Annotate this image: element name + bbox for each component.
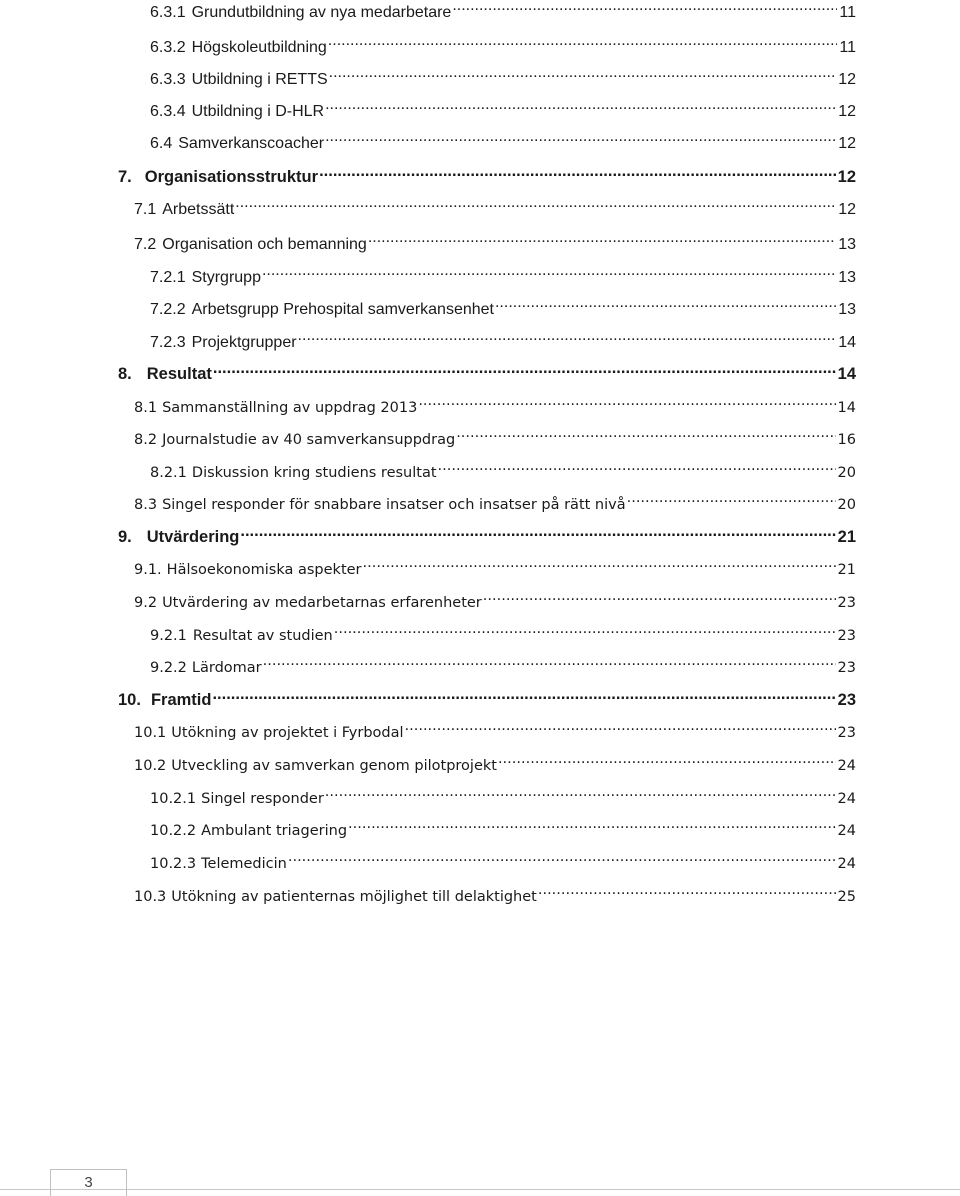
toc-entry[interactable] [150,0,856,21]
toc-entry-number: 9.2.1 [150,628,187,644]
toc-leader-dots [298,325,837,347]
toc-entry-page: 24 [837,758,856,774]
toc-entry-title: Organisationsstruktur [144,168,319,186]
toc-entry-title: Utvärdering av medarbetarnas erfarenheter [162,595,482,611]
toc-leader-dots [288,846,836,868]
toc-entry-title: Hälsoekonomiska aspekter [166,562,362,578]
toc-entry-number: 10.2.2 [150,823,197,839]
toc-leader-dots [319,160,836,182]
toc-entry[interactable] [150,618,856,644]
toc-entry-page: 12 [838,135,856,152]
toc-entry-page: 12 [838,103,856,120]
toc-entry-number: 7.2.1 [150,269,186,286]
toc-leader-dots [212,683,835,705]
toc-entry[interactable] [150,325,856,351]
toc-entry-title: Styrgrupp [191,269,261,286]
page-number: 3 [50,1169,127,1196]
toc-entry-number: 8.1 [134,400,158,416]
toc-entry-title: Utökning av projektet i Fyrbodal [171,725,404,741]
toc-entry-title: Grundutbildning av nya medarbetare [191,4,452,21]
toc-leader-dots [538,879,836,901]
toc-leader-dots [328,30,838,52]
toc-entry-page: 25 [837,889,856,905]
toc-entry-number: 6.3.1 [150,4,186,21]
toc-entry[interactable] [150,62,856,88]
toc-entry-chapter[interactable] [118,520,856,546]
toc-entry-title: Högskoleutbildning [191,39,327,56]
toc-entry-chapter[interactable] [118,160,856,186]
toc-entry[interactable] [150,813,856,839]
toc-leader-dots [325,94,836,116]
toc-entry-page: 14 [837,400,856,416]
toc-entry-number: 8.3 [134,497,158,513]
toc-leader-dots [438,455,836,477]
toc-leader-dots [627,487,836,509]
toc-entry-number: 10.2 [134,758,167,774]
toc-entry-number: 10.3 [134,889,167,905]
toc-leader-dots [262,260,836,282]
toc-entry-title: Framtid [150,691,212,709]
toc-entry-number: 7. [118,168,132,186]
toc-entry-number: 7.1 [134,201,157,218]
toc-entry[interactable] [134,227,856,253]
toc-entry-title: Singel responder för snabbare insatser och insatser på rätt nivå [162,497,626,513]
toc-entry-number: 8. [118,365,132,383]
toc-leader-dots [456,422,835,444]
toc-entry-title: Projektgrupper [191,334,297,351]
toc-leader-dots [368,227,836,249]
toc-entry-page: 13 [838,301,856,318]
toc-entry-number: 6.4 [150,135,173,152]
toc-entry-number: 8.2 [134,432,158,448]
toc-entry-page: 20 [837,465,856,481]
toc-entry-chapter[interactable] [118,357,856,383]
toc-leader-dots [329,62,837,84]
toc-entry-number: 10.2.1 [150,791,197,807]
toc-entry[interactable] [134,715,856,741]
toc-leader-dots [213,357,836,379]
toc-entry[interactable] [134,879,856,905]
toc-entry-page: 16 [837,432,856,448]
toc-leader-dots [405,715,836,737]
toc-leader-dots [452,0,837,17]
toc-entry-title: Utbildning i RETTS [191,71,328,88]
toc-entry-title: Journalstudie av 40 samverkansuppdrag [162,432,456,448]
toc-entry[interactable] [150,292,856,318]
toc-leader-dots [334,618,836,640]
toc-entry[interactable] [150,260,856,286]
toc-leader-dots [240,520,835,542]
toc-entry-title: Utveckling av samverkan genom pilotprojekt [171,758,497,774]
toc-entry-page: 24 [837,856,856,872]
toc-entry[interactable] [150,781,856,807]
toc-entry[interactable] [150,455,856,481]
toc-entry-title: Resultat [146,365,212,383]
toc-entry-title: Resultat av studien [192,628,333,644]
toc-entry[interactable] [150,126,856,152]
toc-entry-page: 13 [838,269,856,286]
toc-entry[interactable] [134,390,856,416]
toc-entry-title: Arbetssätt [162,201,235,218]
toc-entry-number: 10.2.3 [150,856,197,872]
toc-entry-number: 7.2.2 [150,301,186,318]
toc-leader-dots [483,585,836,607]
toc-entry-number: 6.3.4 [150,103,186,120]
toc-entry-number: 10.1 [134,725,167,741]
toc-entry-title: Utbildning i D-HLR [191,103,325,120]
toc-entry-page: 12 [838,201,856,218]
toc-entry-number: 6.3.2 [150,39,186,56]
toc-leader-dots [418,390,835,412]
toc-entry-number: 9.2.2 [150,660,187,676]
toc-entry-title: Ambulant triagering [201,823,348,839]
toc-leader-dots [325,781,836,803]
toc-entry[interactable] [134,487,856,513]
toc-entry-number: 7.2 [134,236,157,253]
toc-entry-title: Organisation och bemanning [162,236,367,253]
toc-entry-page: 21 [837,528,856,546]
toc-entry-number: 6.3.3 [150,71,186,88]
toc-entry-number: 9. [118,528,132,546]
footer-rule [0,1189,960,1190]
toc-entry-page: 14 [837,365,856,383]
toc-entry[interactable] [150,94,856,120]
toc-leader-dots [363,552,836,574]
toc-entry-title: Telemedicin [201,856,287,872]
toc-entry-number: 9.1. [134,562,162,578]
toc-entry-number: 10. [118,691,141,709]
toc-leader-dots [263,650,836,672]
toc-entry-page: 11 [839,4,856,21]
toc-entry-title: Utvärdering [146,528,240,546]
toc-leader-dots [495,292,836,314]
toc-entry[interactable] [150,846,856,872]
toc-entry[interactable] [134,192,856,218]
toc-entry-page: 24 [837,823,856,839]
toc-leader-dots [325,126,836,148]
toc-entry-page: 12 [837,168,856,186]
toc-entry-title: Lärdomar [191,660,262,676]
toc-leader-dots [235,192,836,214]
toc-entry-number: 8.2.1 [150,465,187,481]
toc-entry-title: Utökning av patienternas möjlighet till delaktighet [171,889,537,905]
toc-leader-dots [498,748,836,770]
toc-leader-dots [348,813,836,835]
toc-entry-page: 11 [839,39,856,56]
toc-entry-page: 23 [837,595,856,611]
toc-entry-page: 12 [838,71,856,88]
toc-entry-page: 23 [837,628,856,644]
toc-entry-chapter[interactable] [118,683,856,709]
toc-entry-page: 23 [837,725,856,741]
toc-entry-number: 9.2 [134,595,158,611]
toc-entry-page: 20 [837,497,856,513]
toc-entry[interactable] [134,748,856,774]
toc-entry-page: 21 [837,562,856,578]
toc-entry[interactable] [150,30,856,56]
toc-entry-page: 13 [838,236,856,253]
toc-entry[interactable] [150,650,856,676]
toc-entry[interactable] [134,585,856,611]
toc-entry-title: Arbetsgrupp Prehospital samverkansenhet [191,301,494,318]
toc-entry-number: 7.2.3 [150,334,186,351]
toc-entry-title: Diskussion kring studiens resultat [191,465,437,481]
toc-entry-page: 23 [837,660,856,676]
toc-entry-page: 24 [837,791,856,807]
toc-entry[interactable] [134,422,856,448]
toc-entry[interactable] [134,552,856,578]
toc-entry-title: Singel responder [201,791,324,807]
toc-entry-page: 23 [837,691,856,709]
toc-entry-title: Samverkanscoacher [178,135,325,152]
toc-entry-title: Sammanställning av uppdrag 2013 [162,400,418,416]
toc-entry-page: 14 [838,334,856,351]
